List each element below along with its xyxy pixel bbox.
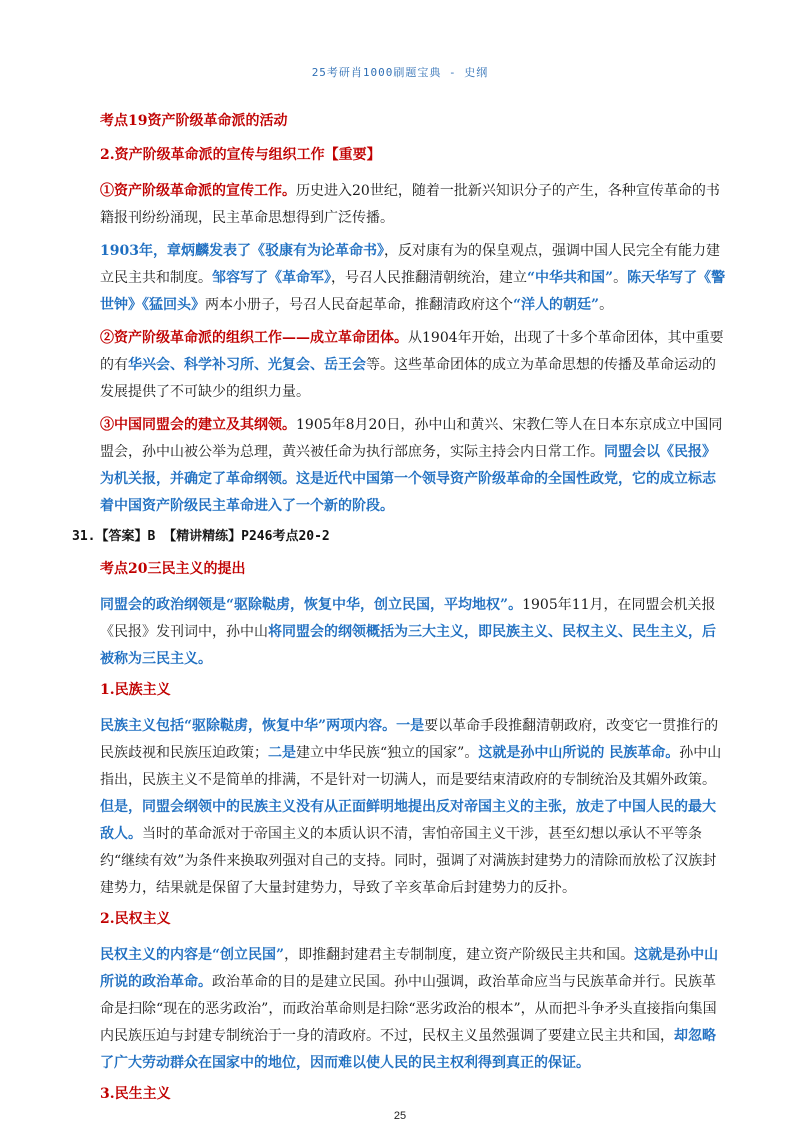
body-text: 1905年11月，在同盟会机关报《民报》发刊词中，孙中山	[100, 597, 716, 640]
emphasis-red: ②资产阶级革命派的组织工作——成立革命团体。	[100, 330, 408, 346]
subheading-nationalism: 1.民族主义	[100, 682, 171, 698]
emphasis-blue: 但是，同盟会纲领中的民族主义没有从正面鲜明地提出反对帝国主义的主张，放走了中国人民的最大敌人。	[100, 799, 716, 842]
emphasis-blue: 将同盟会的纲领概括为三大主义，即民族主义、民权主义、民生主义，后被称为三民主义。	[100, 624, 716, 667]
body-text: 当时的革命派对于帝国主义的本质认识不清，害怕帝国主义干涉，甚至幻想以承认不平等条约“继续有效”为条件来换取列强对自己的支持。同时，强调了对满族封建势力的清除而放松了汉族封建势力，结果就是保留了大量封建势力，导致了辛亥革命后封建势力的反扑。	[100, 826, 717, 896]
body-text: 。	[599, 297, 614, 313]
body-text: 孙中山指出，民族主义不是简单的排满，不是针对一切满人，而是要结束清政府的专制统治及其媚外政策。	[100, 745, 722, 788]
subheading-livelihood: 3.民生主义	[100, 1086, 171, 1102]
body-text: 。	[613, 270, 628, 286]
emphasis-blue: 民族主义包括“驱除鞑虏，恢复中华”两项内容。一是	[100, 718, 425, 734]
body-text: ，号召人民推翻清朝统治，建立	[331, 270, 527, 286]
subsection-title-2: 2.资产阶级革命派的宣传与组织工作【重要】	[100, 147, 381, 163]
section-title-20: 考点20三民主义的提出	[100, 561, 246, 577]
emphasis-blue: 民权主义的内容是“创立民国”	[100, 947, 285, 963]
body-text: 1905年8月20日，孙中山和黄兴、宋教仁等人在日本东京成立中国同盟会，孙中山被公举为总理，黄兴被任命为执行部庶务，实际主持会内日常工作。	[100, 417, 723, 460]
answer-line: 31.【答案】B 【精讲精练】P246考点20-2	[72, 529, 330, 544]
paragraph-organization	[100, 325, 728, 406]
body-text: 要以革命手段推翻清朝政府，改变它一贯推行的民族歧视和民族压迫政策；	[100, 718, 719, 761]
body-text: ，即推翻封建君主专制制度，建立资产阶级民主共和国。	[284, 947, 635, 963]
page-header: 25考研肖1000刷题宝典 - 史纲	[311, 66, 489, 79]
emphasis-blue: “中华共和国”	[527, 270, 614, 286]
emphasis-blue: 却忽略了广大劳动群众在国家中的地位，因而难以使人民的民主权利得到真正的保证。	[100, 1028, 716, 1071]
emphasis-blue: 1903年，章炳麟发表了《驳康有为论革命书》	[100, 243, 384, 259]
paragraph-tongmenghui	[100, 412, 728, 520]
emphasis-blue: 华兴会、科学补习所、光复会、岳王会	[128, 357, 366, 373]
body-text: 等。这些革命团体的成立为革命思想的传播及革命运动的发展提供了不可缺少的组织力量。	[100, 357, 716, 400]
emphasis-blue: “洋人的朝廷”	[513, 297, 600, 313]
emphasis-blue: 邹容写了《革命军》	[212, 270, 331, 286]
emphasis-blue: 二是	[268, 745, 296, 761]
emphasis-red: ①资产阶级革命派的宣传工作。	[100, 183, 296, 199]
body-text: 建立中华民族“独立的国家”。	[296, 745, 479, 761]
paragraph-democracy	[100, 942, 728, 1077]
emphasis-blue: 这就是孙中山所说的 民族革命。	[478, 745, 680, 761]
body-text: 两本小册子，号召人民奋起革命，推翻清政府这个	[205, 297, 513, 313]
emphasis-blue: 陈天华写了《警世钟》《猛回头》	[100, 270, 726, 313]
subheading-democracy: 2.民权主义	[100, 911, 171, 927]
paragraph-nationalism	[100, 713, 728, 902]
paragraph-1903	[100, 238, 728, 319]
paragraph-propaganda	[100, 178, 728, 232]
paragraph-program	[100, 592, 728, 673]
body-text: 政治革命的目的是建立民国。孙中山强调，政治革命应当与民族革命并行。民族革命是扫除“现在的恶劣政治”，而政治革命则是扫除“恶劣政治的根本”，从而把斗争矛头直接指向集国内民族压迫与封建专制统治于一身的清政府。不过，民权主义虽然强调了要建立民主共和国，	[100, 974, 717, 1044]
emphasis-blue: 同盟会的政治纲领是“驱除鞑虏，恢复中华，创立民国，平均地权”。	[100, 597, 523, 613]
body-text: 历史进入20世纪，随着一批新兴知识分子的产生，各种宣传革命的书籍报刊纷纷涌现，民主革命思想得到广泛传播。	[100, 183, 720, 226]
section-title-19: 考点19资产阶级革命派的活动	[100, 113, 288, 129]
emphasis-blue: 这就是孙中山所说的政治革命。	[100, 947, 719, 990]
document-body	[72, 110, 728, 1117]
body-text: ，反对康有为的保皇观点，强调中国人民完全有能力建立民主共和制度。	[100, 243, 720, 286]
page-number: 25	[393, 1110, 407, 1122]
body-text: 从1904年开始，出现了十多个革命团体，其中重要的有	[100, 330, 724, 373]
emphasis-red: ③中国同盟会的建立及其纲领。	[100, 417, 296, 433]
emphasis-blue: 同盟会以《民报》为机关报，并确定了革命纲领。这是近代中国第一个领导资产阶级革命的全国性政党，它的成立标志着中国资产阶级民主革命进入了一个新的阶段。	[100, 444, 716, 514]
